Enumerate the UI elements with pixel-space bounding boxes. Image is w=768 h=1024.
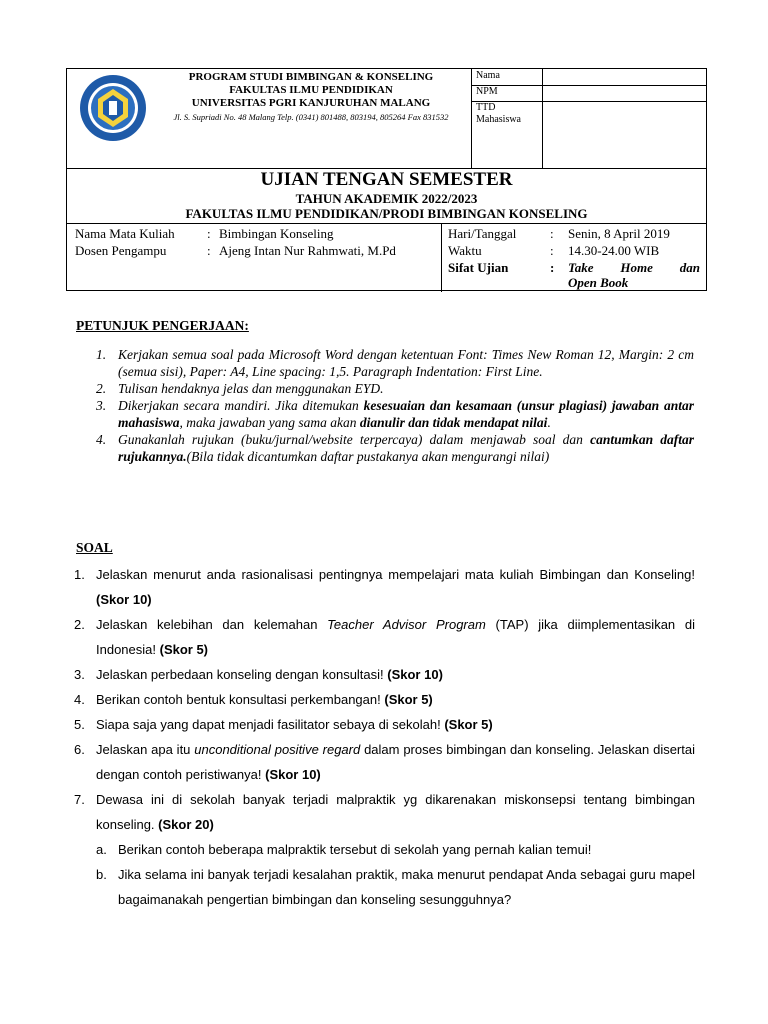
course-label: Nama Mata Kuliah bbox=[75, 226, 175, 241]
course-value: Bimbingan Konseling bbox=[219, 226, 334, 241]
lecturer-label: Dosen Pengampu bbox=[75, 243, 167, 258]
program-name: PROGRAM STUDI BIMBINGAN & KONSELING bbox=[188, 71, 434, 83]
npm-field[interactable] bbox=[542, 85, 544, 101]
ttd-label: TTD Mahasiswa bbox=[476, 102, 521, 125]
sub-question-item: b. Jika selama ini banyak terjadi kesalahan praktik, maka menurut pendapat Anda sebagai guru mapel bagaimanakah pengertian bimbingan dan konseling sesungguhnya? bbox=[96, 867, 695, 907]
instruction-item: 1. Kerjakan semua soal pada Microsoft Word dengan ketentuan Font: Times New Roman 12, Margin: 2 cm (semua sisi), Paper: A4, Line spacing: 1,5. Paragraph Indentation: First Line. bbox=[96, 347, 694, 379]
type-value-line1: Take Home dan bbox=[568, 260, 700, 275]
type-value-line2: Open Book bbox=[568, 275, 629, 290]
faculty-name: FAKULTAS ILMU PENDIDIKAN bbox=[229, 84, 393, 96]
sub-question-item: a. Berikan contoh beberapa malpraktik tersebut di sekolah yang pernah kalian temui! bbox=[96, 842, 592, 857]
student-id-box bbox=[471, 69, 707, 168]
course-colon: : bbox=[207, 226, 211, 241]
date-colon: : bbox=[550, 226, 554, 241]
type-colon: : bbox=[550, 260, 555, 275]
academic-year: TAHUN AKADEMIK 2022/2023 bbox=[295, 191, 478, 206]
npm-label: NPM bbox=[476, 86, 498, 97]
ttd-row bbox=[472, 101, 707, 168]
time-value: 14.30-24.00 WIB bbox=[568, 243, 660, 258]
course-info-left bbox=[67, 224, 442, 292]
instruction-item: 3. Dikerjakan secara mandiri. Jika ditemukan kesesuaian dan kesamaan (unsur plagiasi) jawaban antar mahasiswa, maka jawaban yang sama akan dianulir dan tidak mendapat nilai. bbox=[96, 398, 694, 430]
university-address: Jl. S. Supriadi No. 48 Malang Telp. (0341) 801488, 803194, 805264 Fax 831532 bbox=[173, 112, 449, 122]
instruction-item: 4. Gunakanlah rujukan (buku/jurnal/website terpercaya) dalam menjawab soal dan cantumkan daftar rujukannya.(Bila tidak dicantumkan daftar pustakanya akan mengurangi nilai) bbox=[96, 432, 694, 464]
exam-header-frame bbox=[66, 68, 707, 291]
instructions-list bbox=[96, 346, 694, 465]
instructions-title: PETUNJUK PENGERJAAN: bbox=[76, 318, 249, 333]
exam-title-block bbox=[67, 169, 706, 221]
question-item: 5. Siapa saja yang dapat menjadi fasilitator sebaya di sekolah! (Skor 5) bbox=[74, 717, 493, 732]
time-label: Waktu bbox=[448, 243, 482, 258]
date-label: Hari/Tanggal bbox=[448, 226, 517, 241]
nama-field[interactable] bbox=[542, 69, 544, 85]
question-item: 7. Dewasa ini di sekolah banyak terjadi malpraktik yg dikarenakan miskonsepsi tentang bimbingan konseling. (Skor 20) a. Berikan contoh beberapa malpraktik tersebut di sekolah yang pernah kalian temui! b. Jika selama ini banyak terjadi kesalahan praktik, maka menurut pendapat Anda sebagai guru mapel bagaimanakah pengertian bimbingan dan konseling sesungguhnya? bbox=[74, 787, 695, 912]
institution-header bbox=[67, 69, 706, 169]
exam-title: UJIAN TENGAN SEMESTER bbox=[260, 169, 513, 190]
question-item: 1. Jelaskan menurut anda rasionalisasi pentingnya mempelajari mata kuliah Bimbingan dan Konseling! (Skor 10) bbox=[74, 567, 695, 607]
university-name: UNIVERSITAS PGRI KANJURUHAN MALANG bbox=[191, 97, 431, 109]
questions-list bbox=[74, 562, 695, 912]
course-info bbox=[67, 223, 706, 292]
institution-block bbox=[159, 71, 463, 122]
question-item: 2. Jelaskan kelebihan dan kelemahan Teacher Advisor Program (TAP) jika diimplementasikan di Indonesia! (Skor 5) bbox=[74, 617, 695, 657]
question-item: 6. Jelaskan apa itu unconditional positive regard dalam proses bimbingan dan konseling. Jelaskan disertai dengan contoh peristiwanya! (Skor 10) bbox=[74, 742, 695, 782]
nama-row bbox=[472, 69, 707, 86]
sub-questions-list bbox=[96, 837, 695, 912]
instruction-item: 2. Tulisan hendaknya jelas dan menggunakan EYD. bbox=[96, 381, 384, 396]
lecturer-colon: : bbox=[207, 243, 211, 258]
question-item: 3. Jelaskan perbedaan konseling dengan konsultasi! (Skor 10) bbox=[74, 667, 443, 682]
faculty-prodi: FAKULTAS ILMU PENDIDIKAN/PRODI BIMBINGAN KONSELING bbox=[185, 206, 588, 221]
questions-title: SOAL bbox=[76, 540, 113, 555]
lecturer-value: Ajeng Intan Nur Rahmwati, M.Pd bbox=[219, 243, 396, 258]
nama-label: Nama bbox=[476, 70, 500, 81]
date-value: Senin, 8 April 2019 bbox=[568, 226, 670, 241]
type-label: Sifat Ujian bbox=[448, 260, 509, 275]
university-logo bbox=[78, 73, 148, 143]
question-item: 4. Berikan contoh bentuk konsultasi perkembangan! (Skor 5) bbox=[74, 692, 433, 707]
npm-row bbox=[472, 85, 707, 102]
time-colon: : bbox=[550, 243, 554, 258]
signature-field[interactable] bbox=[542, 101, 544, 168]
course-info-right bbox=[442, 224, 706, 292]
